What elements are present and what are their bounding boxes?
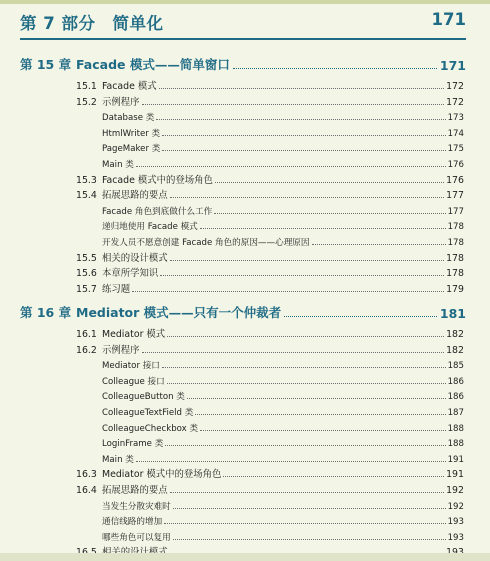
entry-page-number: 186 [447,392,464,403]
dot-leader [200,430,446,431]
part-page-number: 171 [431,10,466,29]
entry-label [102,127,160,139]
entry-text: 示例程序 [102,96,140,108]
entry-text: Facade 模式中的登场角色 [102,174,213,186]
dot-leader [165,445,445,446]
entry-page-number: 178 [446,268,464,280]
entry-text: ColleagueCheckbox 类 [102,423,199,434]
entry-label [76,94,140,108]
entry-label [102,406,193,418]
subsection-entry[interactable] [102,497,464,512]
part-title: 第 7 部分 简单化 [20,14,164,33]
dot-leader [187,398,446,399]
entry-page-number: 193 [447,532,464,543]
entry-label [102,142,160,154]
entry-text: HtmlWriter 类 [102,128,161,139]
subsection-entry[interactable] [102,450,464,465]
dot-leader [160,275,444,276]
dot-leader [136,461,446,462]
section-number: 15.6 [76,268,97,280]
entry-text: Mediator 接口 [102,361,160,372]
entry-page-number: 185 [447,361,464,372]
entry-page-number: 179 [446,283,464,295]
entry-text: 相关的设计模式 [102,252,168,264]
subsection-entry[interactable] [102,108,464,123]
dot-leader [312,244,446,245]
chapter-title: Facade 模式——简单窗口 [76,57,230,72]
entry-label [102,375,165,387]
section-number: 16.2 [76,344,97,356]
dot-leader [170,492,444,493]
entry-page-number: 191 [446,469,464,481]
section-number: 16.1 [76,329,97,340]
entry-text: Main 类 [102,454,134,465]
entry-page-number: 177 [447,206,464,217]
dot-leader [162,367,446,368]
subsection-entry[interactable] [102,139,464,154]
entry-label [102,500,171,512]
entry-page-number: 176 [446,174,464,186]
section-entry[interactable] [76,341,464,356]
section-entry[interactable] [76,465,464,480]
entry-page-number: 186 [447,376,464,387]
entry-text: 示例程序 [102,344,140,356]
subsection-entry[interactable] [102,233,464,248]
entry-label [102,390,185,402]
entry-page-number: 192 [446,485,464,496]
entry-text: 本章所学知识 [102,268,159,280]
section-number: 15.2 [76,96,97,108]
dot-leader [136,166,446,167]
entry-label [76,172,213,186]
section-number: 16.3 [76,469,97,481]
entry-label [102,359,160,371]
chapter-heading[interactable] [20,53,466,73]
entry-label [102,236,310,248]
subsection-entry[interactable] [102,124,464,139]
entry-page-number: 178 [447,238,464,248]
chapter-number: 第 16 章 [20,305,72,320]
entry-text: Main 类 [102,160,134,170]
subsection-entry[interactable] [102,372,464,387]
dot-leader [215,182,444,183]
entry-page-number: 175 [447,144,464,155]
section-entry[interactable] [76,171,464,186]
entry-text: 拓展思路的要点 [102,485,168,496]
section-entry[interactable] [76,481,464,496]
section-number: 15.1 [76,81,97,92]
entry-page-number: 193 [447,517,464,528]
entry-label [76,250,168,264]
entry-text: Colleague 接口 [102,376,165,387]
entry-label [102,205,212,217]
dot-leader [173,539,446,540]
entry-label [76,281,130,295]
section-entry[interactable] [76,77,464,92]
entry-page-number: 172 [446,96,464,108]
entry-text: 当发生分散灾难时 [102,501,171,512]
dot-leader [142,352,445,353]
section-number: 15.7 [76,283,97,295]
section-entry[interactable] [76,249,464,264]
entry-page-number: 187 [447,408,464,418]
section-number: 15.5 [76,252,97,264]
entry-page-number: 178 [447,222,464,233]
entry-label [76,78,157,92]
entry-text: 哪些角色可以复用 [102,532,171,543]
entry-label [102,453,134,465]
chapter-page-number: 181 [439,306,466,321]
chapter-page-number: 171 [439,58,466,73]
entry-text: ColleagueTextField 类 [102,408,194,418]
subsection-entry[interactable] [102,528,464,543]
subsection-entry[interactable] [102,217,464,232]
chapter-number: 第 15 章 [20,57,72,72]
entry-label [102,111,154,123]
section-entry[interactable] [76,325,464,340]
top-band [0,0,490,4]
dot-leader [200,228,446,229]
entry-page-number: 173 [447,113,464,124]
entry-label [102,422,198,434]
entry-label [76,326,165,340]
section-entry[interactable] [76,280,464,295]
entry-text: PageMaker 类 [102,144,161,155]
entry-label [102,220,198,232]
entry-page-number: 182 [446,344,464,356]
entry-text: 练习题 [102,283,131,295]
entry-page-number: 188 [447,439,464,450]
section-entry[interactable] [76,93,464,108]
dot-leader [162,135,445,136]
section-entry[interactable] [76,186,464,201]
entry-text: Mediator 模式中的登场角色 [102,469,222,481]
subsection-entry[interactable] [102,403,464,418]
entry-page-number: 178 [446,252,464,264]
entry-page-number: 182 [446,329,464,340]
entry-label [76,187,168,201]
subsection-entry[interactable] [102,356,464,371]
section-entry[interactable] [76,264,464,279]
dot-leader [170,197,444,198]
chapter-title: Mediator 模式——只有一个仲裁者 [76,305,282,320]
entry-page-number: 172 [446,81,464,92]
subsection-entry[interactable] [102,419,464,434]
section-number: 15.3 [76,174,97,186]
dot-leader [284,316,437,317]
entry-text: Database 类 [102,113,155,124]
dot-leader [156,119,445,120]
entry-text: LoginFrame 类 [102,439,164,450]
section-number: 15.4 [76,190,97,202]
dot-leader [214,213,445,214]
subsection-entry[interactable] [102,512,464,527]
entry-label [76,482,168,496]
dot-leader [142,104,445,105]
subsection-entry[interactable] [102,434,464,449]
entry-label [76,342,140,356]
dot-leader [167,383,446,384]
entry-page-number: 174 [447,128,464,139]
chapter-heading[interactable] [20,301,466,321]
entry-page-number: 188 [447,423,464,434]
dot-leader [164,523,445,524]
dot-leader [132,291,444,292]
dot-leader [173,508,446,509]
subsection-entry[interactable] [102,387,464,402]
entry-page-number: 192 [447,501,464,512]
entry-label [102,531,171,543]
dot-leader [170,260,444,261]
chapter-label [20,303,281,321]
entry-text: 拓展思路的要点 [102,190,168,202]
entry-text: 通信线路的增加 [102,517,163,528]
entry-page-number: 176 [447,160,464,170]
dot-leader [223,476,444,477]
chapter-label [20,55,230,73]
part-heading [20,10,466,36]
entry-text: 开发人员不愿意创建 Facade 角色的原因——心理原因 [102,238,310,248]
bottom-band [0,553,490,561]
entry-label [102,158,134,170]
subsection-entry[interactable] [102,155,464,170]
section-number: 16.4 [76,485,97,496]
entry-text: 递归地使用 Facade 模式 [102,222,198,233]
entry-text: Facade 模式 [102,81,157,92]
dot-leader [162,150,445,151]
dot-leader [159,88,444,89]
subsection-entry[interactable] [102,202,464,217]
dot-leader [195,414,445,415]
entry-text: Facade 角色到底做什么工作 [102,206,213,217]
entry-text: ColleagueButton 类 [102,392,185,403]
entry-label [76,265,158,279]
entry-page-number: 191 [447,454,464,465]
dot-leader [233,68,437,69]
entry-text: Mediator 模式 [102,329,166,340]
entry-label [76,466,221,480]
part-divider [20,38,466,40]
entry-label [102,437,163,449]
entry-page-number: 177 [446,190,464,202]
dot-leader [167,336,444,337]
entry-label [102,515,162,527]
